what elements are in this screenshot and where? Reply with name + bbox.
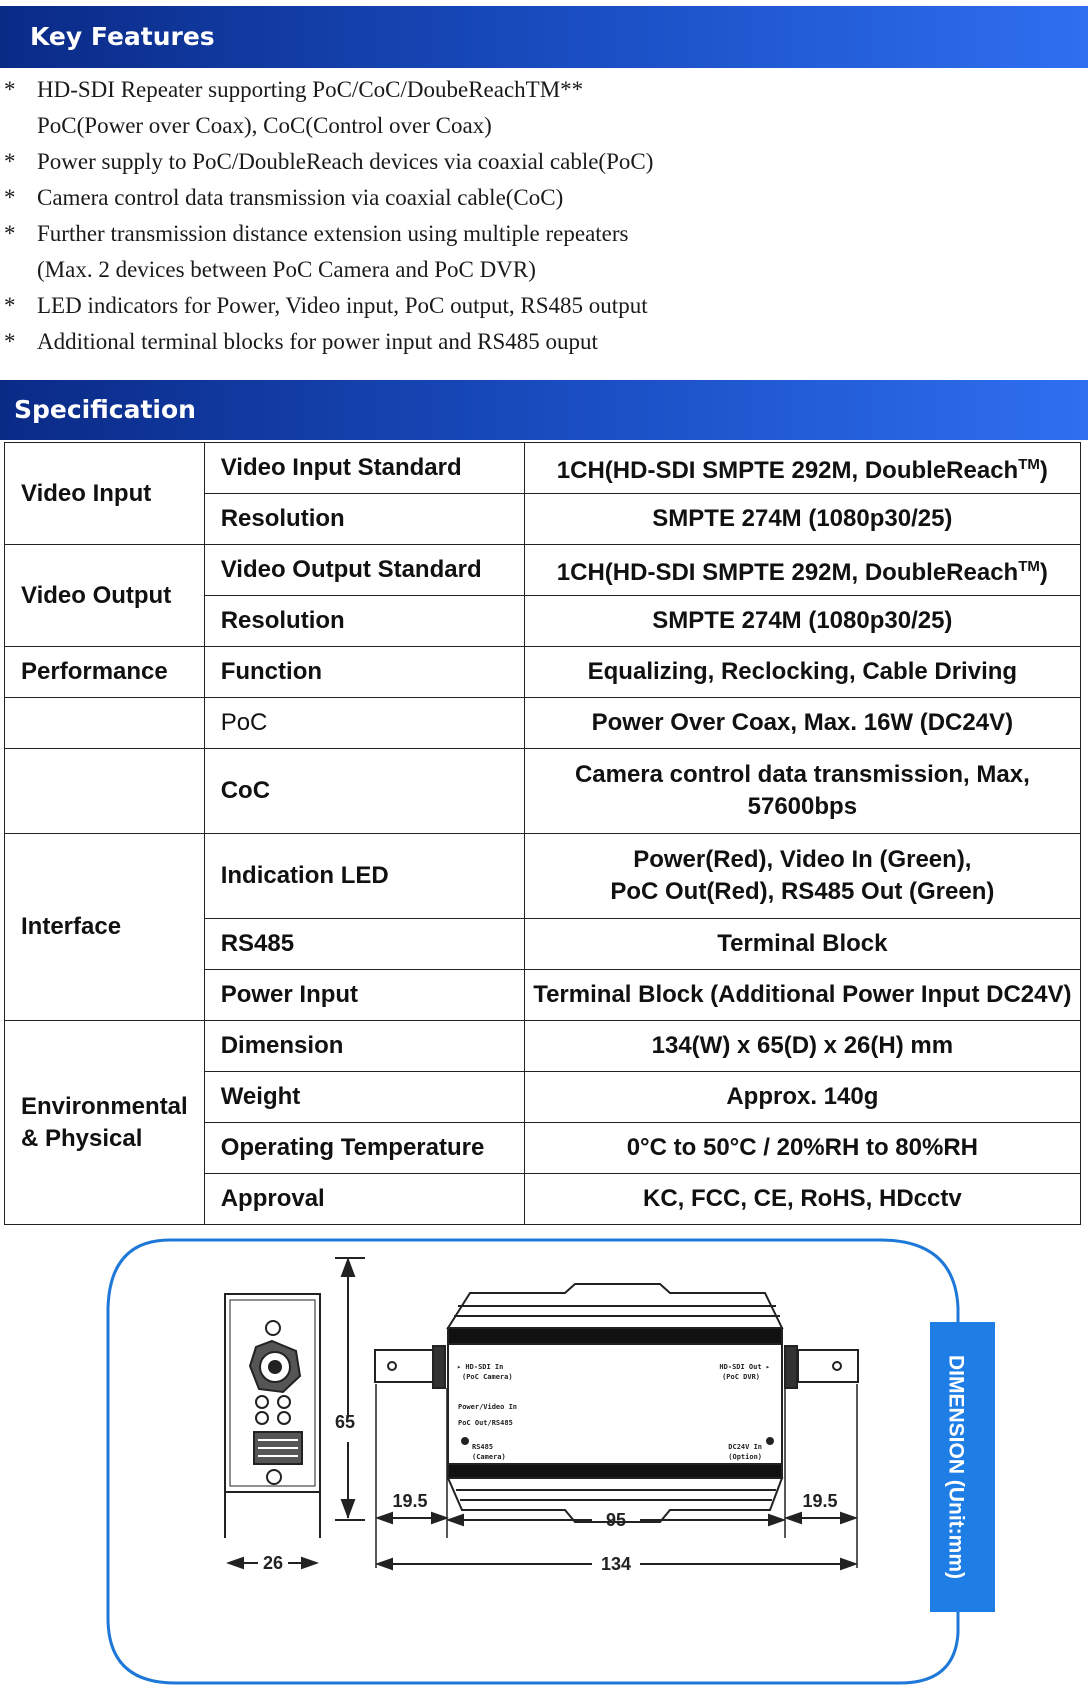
spec-label: RS485 (204, 919, 524, 970)
spec-label: Video Output Standard (204, 545, 524, 596)
mounting-tab-right (798, 1350, 858, 1382)
spec-label: Resolution (204, 596, 524, 647)
bullet-star: * (4, 293, 16, 318)
screw-hole (267, 1470, 281, 1484)
feature-text: Additional terminal blocks for power input and RS485 ouput (37, 329, 598, 354)
table-row (5, 698, 1081, 749)
svg-text:(Camera): (Camera) (472, 1453, 506, 1461)
table-row (5, 749, 1081, 834)
feature-item (0, 324, 1088, 360)
svg-text:HD-SDI Out ▸: HD-SDI Out ▸ (719, 1363, 770, 1371)
feature-text: Camera control data transmission via coaxial cable(CoC) (37, 185, 564, 210)
dim-depth-label: 26 (262, 1552, 284, 1573)
spec-label: Dimension (204, 1021, 524, 1072)
dim-left-tab-label: 19.5 (392, 1490, 428, 1511)
svg-text:(Option): (Option) (728, 1453, 762, 1461)
specification-table (4, 442, 1081, 1225)
category-cell: Video Output (5, 545, 205, 647)
spec-value: Terminal Block (524, 919, 1080, 970)
table-row (5, 647, 1081, 698)
dim-total-label: 134 (600, 1553, 632, 1574)
mounting-tab-left (375, 1350, 435, 1382)
dimension-tab-label: DIMENSION (Unit:mm) (944, 1355, 968, 1579)
spec-value: Equalizing, Reclocking, Cable Driving (524, 647, 1080, 698)
svg-text:(PoC Camera): (PoC Camera) (462, 1373, 513, 1381)
feature-item (0, 144, 1088, 180)
svg-text:RS485: RS485 (472, 1443, 494, 1451)
feature-continuation: (Max. 2 devices between PoC Camera and PoC DVR) (37, 257, 536, 282)
feature-continuation: PoC(Power over Coax), CoC(Control over Coax) (37, 113, 492, 138)
bullet-star: * (4, 185, 16, 210)
spec-value: 1CH(HD-SDI SMPTE 292M, DoubleReach™) (524, 443, 1080, 494)
key-features-heading: Key Features (0, 6, 1088, 68)
dimension-diagram (0, 1238, 1088, 1700)
category-cell: Performance (5, 647, 205, 698)
spec-value: Camera control data transmission, Max, 57600bps (524, 749, 1080, 834)
side-view (225, 1294, 320, 1538)
spec-value: Power Over Coax, Max. 16W (DC24V) (524, 698, 1080, 749)
spec-value: SMPTE 274M (1080p30/25) (524, 494, 1080, 545)
spec-value: Approx. 140g (524, 1072, 1080, 1123)
table-row (5, 443, 1081, 494)
feature-text: LED indicators for Power, Video input, PoC output, RS485 output (37, 293, 648, 318)
category-cell-empty (5, 749, 205, 834)
category-cell: Video Input (5, 443, 205, 545)
feature-item (0, 72, 1088, 144)
spec-label: Resolution (204, 494, 524, 545)
svg-text:DC24V In: DC24V In (728, 1443, 762, 1451)
feature-item (0, 288, 1088, 324)
spec-value: KC, FCC, CE, RoHS, HDcctv (524, 1174, 1080, 1225)
bullet-star: * (4, 221, 16, 246)
left-tab-dimension (378, 1513, 446, 1523)
category-cell: Environmental & Physical (5, 1021, 205, 1225)
dim-height-label: 65 (334, 1411, 356, 1432)
table-row (5, 545, 1081, 596)
spec-value: Terminal Block (Additional Power Input DC24V) (524, 970, 1080, 1021)
svg-text:PoC Out/RS485: PoC Out/RS485 (458, 1419, 513, 1427)
category-cell: Interface (5, 834, 205, 1021)
feature-text: Further transmission distance extension using multiple repeaters (37, 221, 629, 246)
spec-label: Power Input (204, 970, 524, 1021)
spec-label: Function (204, 647, 524, 698)
feature-text: HD-SDI Repeater supporting PoC/CoC/DoubeReachTM** (37, 77, 584, 102)
spec-label: Operating Temperature (204, 1123, 524, 1174)
spec-value: 0°C to 50°C / 20%RH to 80%RH (524, 1123, 1080, 1174)
specification-heading: Specification (0, 380, 1088, 440)
spec-label: Video Input Standard (204, 443, 524, 494)
bullet-star: * (4, 149, 16, 174)
key-features-list (0, 72, 1088, 360)
screw-hole (266, 1321, 280, 1335)
spec-value: SMPTE 274M (1080p30/25) (524, 596, 1080, 647)
dim-body-label: 95 (605, 1509, 627, 1530)
svg-text:▸ HD-SDI In: ▸ HD-SDI In (457, 1363, 504, 1371)
spec-value: Power(Red), Video In (Green), PoC Out(Red), RS485 Out (Green) (524, 834, 1080, 919)
right-tab-dimension (787, 1513, 855, 1523)
feature-text: Power supply to PoC/DoubleReach devices via coaxial cable(PoC) (37, 149, 654, 174)
svg-text:Power/Video In: Power/Video In (458, 1403, 518, 1411)
spec-label: CoC (204, 749, 524, 834)
spec-label: Weight (204, 1072, 524, 1123)
spec-value: 1CH(HD-SDI SMPTE 292M, DoubleReach™) (524, 545, 1080, 596)
spec-value: 134(W) x 65(D) x 26(H) mm (524, 1021, 1080, 1072)
table-row (5, 1021, 1081, 1072)
spec-label: Indication LED (204, 834, 524, 919)
spec-label: Approval (204, 1174, 524, 1225)
bullet-star: * (4, 77, 16, 102)
bullet-star: * (4, 329, 16, 354)
spec-label: PoC (204, 698, 524, 749)
height-dimension (335, 1258, 365, 1520)
feature-item (0, 180, 1088, 216)
category-cell-empty (5, 698, 205, 749)
table-row (5, 834, 1081, 919)
feature-item (0, 216, 1088, 288)
dim-right-tab-label: 19.5 (802, 1490, 838, 1511)
svg-text:(PoC DVR): (PoC DVR) (722, 1373, 760, 1381)
